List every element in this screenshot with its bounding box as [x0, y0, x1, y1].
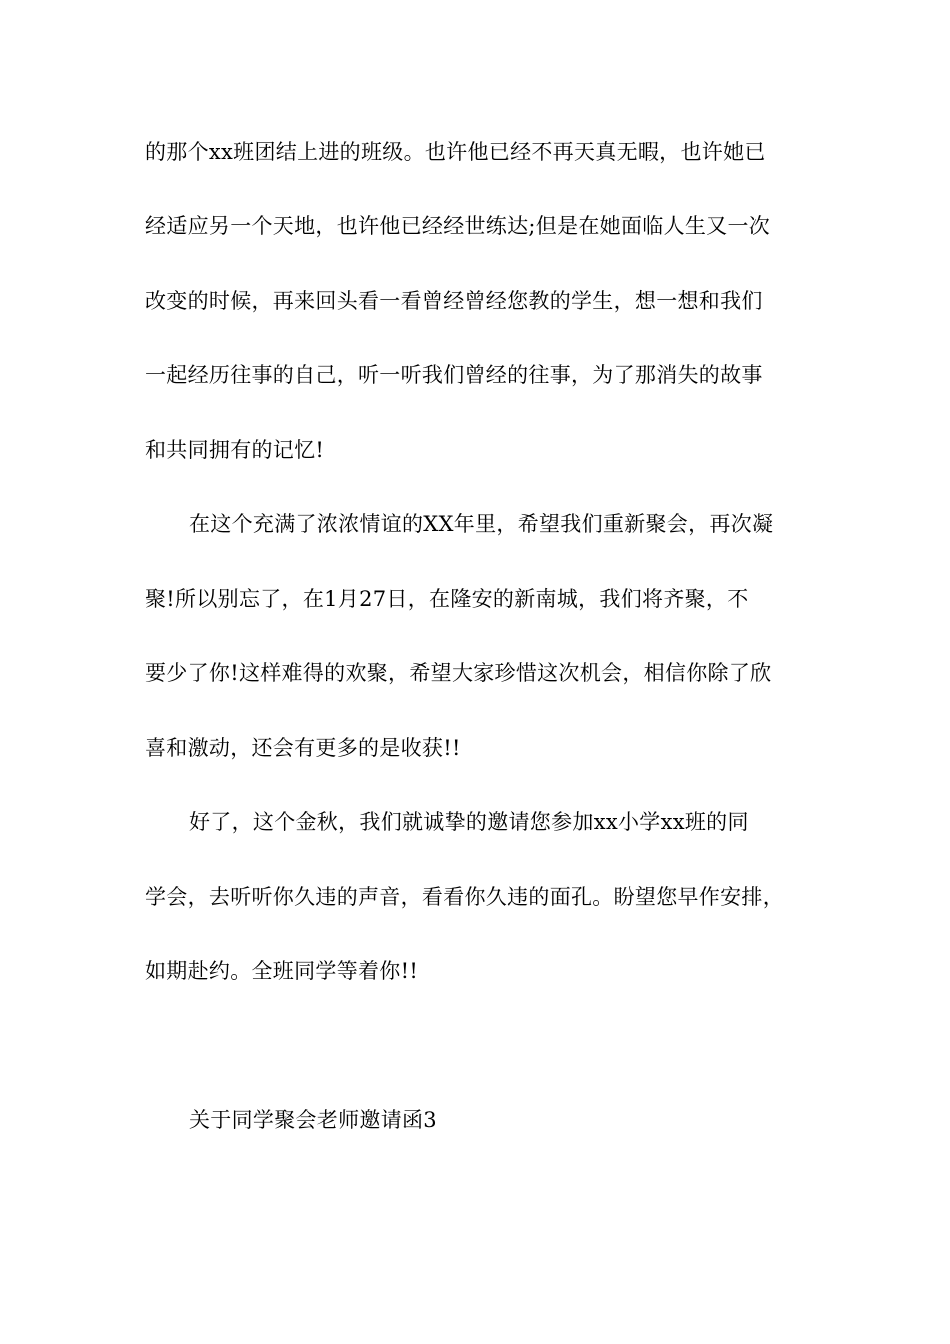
body-line: 要少了你!这样难得的欢聚，希望大家珍惜这次机会，相信你除了欣 [145, 661, 772, 685]
body-line: 学会，去听听你久违的声音，看看你久违的面孔。盼望您早作安排， [145, 885, 784, 909]
body-line: 经适应另一个天地，也许他已经经世练达;但是在她面临人生又一次 [145, 214, 771, 238]
section-heading: 关于同学聚会老师邀请函3 [189, 1108, 437, 1132]
body-line: 的那个xx班团结上进的班级。也许他已经不再天真无暇，也许她已 [145, 140, 766, 164]
paragraph-start-line: 好了，这个金秋，我们就诚挚的邀请您参加xx小学xx班的同 [189, 810, 749, 834]
body-line: 一起经历往事的自己，听一听我们曾经的往事，为了那消失的故事 [145, 363, 763, 387]
body-line: 和共同拥有的记忆! [145, 438, 325, 462]
body-line: 聚!所以别忘了，在1月27日，在隆安的新南城，我们将齐聚，不 [145, 587, 749, 611]
body-line: 喜和激动，还会有更多的是收获!! [145, 736, 461, 760]
body-line: 改变的时候，再来回头看一看曾经曾经您教的学生，想一想和我们 [145, 289, 763, 313]
paragraph-start-line: 在这个充满了浓浓情谊的XX年里，希望我们重新聚会，再次凝 [189, 512, 774, 536]
body-line: 如期赴约。全班同学等着你!! [145, 959, 419, 983]
